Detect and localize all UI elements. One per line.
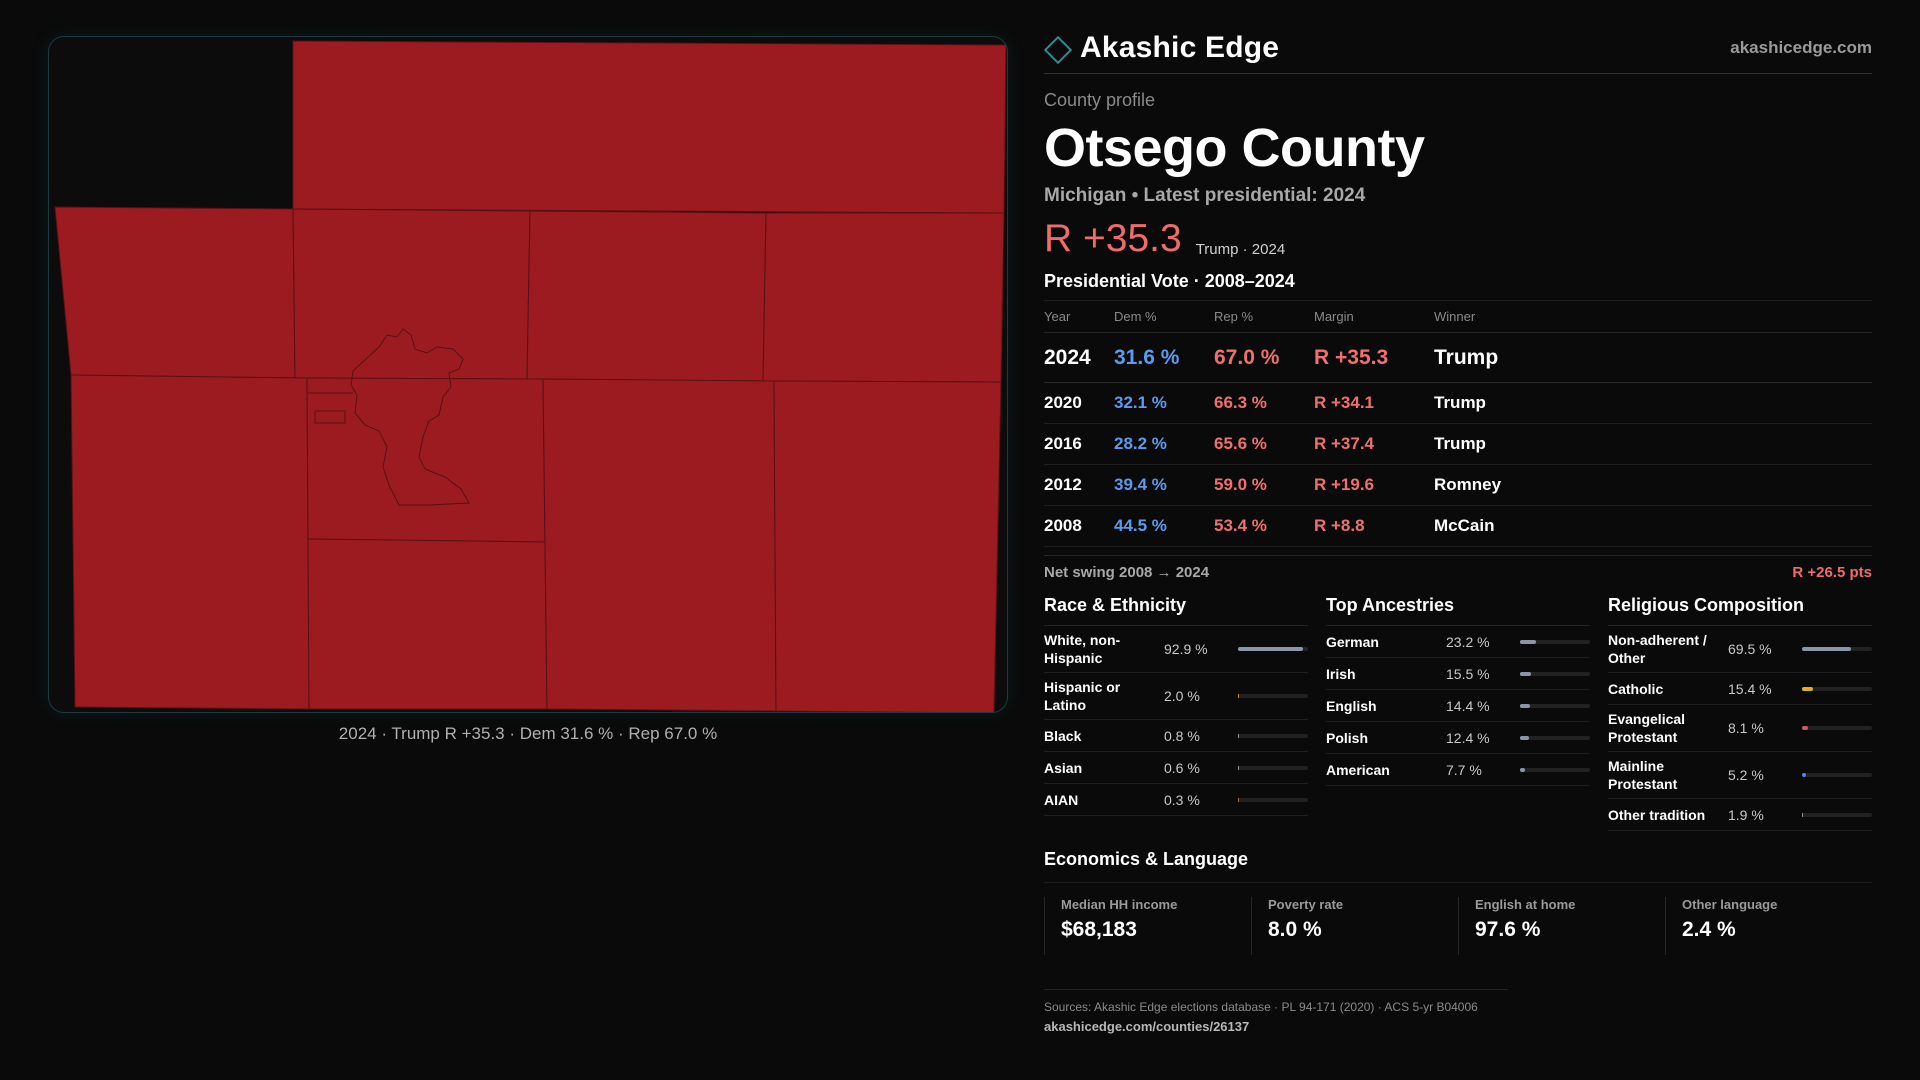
religion-section-title: Religious Composition [1608,595,1872,626]
economics-section-title: Economics & Language [1044,849,1249,869]
page-title: Otsego County [1044,118,1425,178]
sources-footer [1044,989,1508,1034]
ancestry-label: Polish [1326,729,1369,746]
ancestry-value: 14.4 % [1446,697,1490,714]
stat-value: 97.6 % [1475,918,1541,941]
race-bar-fill [1238,734,1239,738]
table-header-row [1044,301,1872,333]
list-item [1044,752,1308,784]
map-region-center-east[interactable] [527,211,766,381]
list-item [1326,626,1590,658]
religion-label: Non-adherent / Other [1608,632,1707,666]
race-ethnicity-section [1044,595,1308,831]
ancestry-bar-fill [1520,704,1530,708]
table-row[interactable] [1044,506,1872,547]
cell-margin: R +34.1 [1314,383,1434,424]
ancestry-label: American [1326,761,1390,778]
table-row[interactable] [1044,383,1872,424]
economics-stats [1044,882,1872,955]
vote-history-table [1044,300,1872,547]
list-item [1326,754,1590,786]
cell-winner: McCain [1434,506,1872,547]
headline-margin: R +35.3 [1044,217,1182,260]
ancestry-bar-fill [1520,768,1525,772]
religion-bar [1802,687,1872,691]
list-item [1608,673,1872,705]
cell-rep: 65.6 % [1214,424,1314,465]
race-label: Asian [1044,759,1083,776]
race-bar [1238,766,1308,770]
ancestry-value: 23.2 % [1446,633,1490,650]
religion-bar-fill [1802,726,1808,730]
stat-value: 2.4 % [1682,918,1736,941]
stat-label: English at home [1475,897,1576,912]
religion-bar [1802,726,1872,730]
religion-label: Evangelical Protestant [1608,711,1686,745]
cell-margin: R +19.6 [1314,465,1434,506]
diamond-logo-icon [1044,35,1072,63]
headline-note: Trump · 2024 [1195,241,1286,258]
race-bar [1238,734,1308,738]
source-url-link[interactable]: akashicedge.com/counties/26137 [1044,1019,1250,1034]
col-header-rep: Rep % [1214,301,1314,333]
list-item [1608,705,1872,752]
race-section-title: Race & Ethnicity [1044,595,1308,626]
cell-winner: Trump [1434,424,1872,465]
list-item [1044,720,1308,752]
race-bar-fill [1238,647,1303,651]
stat-label: Median HH income [1061,897,1178,912]
cell-dem: 44.5 % [1114,506,1214,547]
ancestry-bar-fill [1520,736,1529,740]
map-region-south[interactable] [308,539,547,709]
net-swing [1044,555,1872,581]
cell-dem: 39.4 % [1114,465,1214,506]
map-region-north[interactable] [293,41,1006,213]
ancestry-bar-fill [1520,640,1536,644]
map-region-otsego[interactable] [307,378,545,542]
ancestry-bar-fill [1520,672,1531,676]
race-value: 0.8 % [1164,727,1200,744]
list-item [1044,673,1308,720]
stat-other-language [1665,897,1872,955]
religion-bar [1802,647,1872,651]
race-value: 92.9 % [1164,641,1208,657]
cell-year: 2012 [1044,465,1114,506]
race-bar [1238,647,1308,651]
race-bar-fill [1238,766,1239,770]
religion-bar-fill [1802,813,1803,817]
list-item [1326,722,1590,754]
sources-text: Sources: Akashic Edge elections database · PL 94-171 (2020) · ACS 5-yr B04006 [1044,1000,1478,1014]
page-subtitle: Michigan • Latest presidential: 2024 [1044,185,1366,206]
stat-label: Poverty rate [1268,897,1344,912]
cell-rep: 53.4 % [1214,506,1314,547]
stat-poverty-rate [1251,897,1458,955]
religion-section [1608,595,1872,831]
race-value: 0.6 % [1164,759,1200,776]
religion-bar-fill [1802,773,1806,777]
cell-winner: Trump [1434,333,1872,383]
ancestry-bar [1520,768,1590,772]
ancestry-value: 15.5 % [1446,665,1490,682]
cell-dem: 31.6 % [1114,333,1214,383]
ancestry-label: English [1326,697,1377,714]
cell-year: 2020 [1044,383,1114,424]
race-label: Black [1044,727,1082,744]
ancestry-value: 12.4 % [1446,729,1490,746]
brand-header [1044,28,1872,74]
cell-rep: 67.0 % [1214,333,1314,383]
list-item [1326,658,1590,690]
brand-url-link[interactable]: akashicedge.com [1730,37,1872,57]
map-region-east[interactable] [763,213,1004,382]
county-map[interactable] [48,36,1008,713]
cell-margin: R +8.8 [1314,506,1434,547]
religion-bar [1802,773,1872,777]
ancestry-value: 7.7 % [1446,761,1482,778]
race-label: White, non-Hispanic [1044,632,1121,666]
col-header-year: Year [1044,301,1114,333]
col-header-margin: Margin [1314,301,1434,333]
cell-year: 2016 [1044,424,1114,465]
stat-label: Other language [1682,897,1778,912]
cell-winner: Trump [1434,383,1872,424]
race-bar-fill [1238,694,1239,698]
ancestry-bar [1520,672,1590,676]
col-header-winner: Winner [1434,301,1872,333]
list-item [1608,752,1872,799]
race-value: 0.3 % [1164,791,1200,808]
map-region-center-west[interactable] [293,209,530,379]
stat-english-at-home [1458,897,1665,955]
county-profile-panel [1044,28,1872,1034]
demographics-grid [1044,595,1872,831]
county-map-svg [49,37,1008,713]
race-bar [1238,798,1308,802]
brand[interactable] [1044,31,1279,65]
cell-dem: 32.1 % [1114,383,1214,424]
cell-rep: 66.3 % [1214,383,1314,424]
race-label: Hispanic or Latino [1044,679,1121,713]
religion-bar-fill [1802,647,1851,651]
religion-label: Mainline Protestant [1608,758,1678,792]
net-swing-label: Net swing 2008 → 2024 [1044,564,1210,581]
list-item [1326,690,1590,722]
vote-section-title: Presidential Vote · 2008–2024 [1044,271,1295,291]
cell-winner: Romney [1434,465,1872,506]
ancestry-section [1326,595,1590,831]
stat-value: $68,183 [1061,918,1137,941]
race-bar-fill [1238,798,1239,802]
religion-value: 8.1 % [1728,720,1764,736]
map-region-west[interactable] [55,207,295,378]
map-region-far-east[interactable] [774,381,1001,713]
cell-dem: 28.2 % [1114,424,1214,465]
list-item [1608,799,1872,831]
cell-year: 2008 [1044,506,1114,547]
cell-year: 2024 [1044,333,1114,383]
race-label: AIAN [1044,791,1079,808]
cell-margin: R +35.3 [1314,333,1434,383]
list-item [1608,626,1872,673]
brand-name: Akashic Edge [1080,30,1280,64]
religion-bar-fill [1802,687,1813,691]
list-item [1044,784,1308,816]
map-region-southwest[interactable] [71,375,309,709]
headline-result [1044,217,1872,261]
table-row[interactable] [1044,424,1872,465]
ancestry-bar [1520,640,1590,644]
race-value: 2.0 % [1164,688,1200,704]
table-row[interactable] [1044,465,1872,506]
table-row[interactable] [1044,333,1872,383]
col-header-dem: Dem % [1114,301,1214,333]
ancestry-bar [1520,704,1590,708]
ancestry-section-title: Top Ancestries [1326,595,1590,626]
stat-value: 8.0 % [1268,918,1322,941]
religion-value: 1.9 % [1728,806,1764,823]
religion-bar [1802,813,1872,817]
race-bar [1238,694,1308,698]
eyebrow-label: County profile [1044,90,1156,110]
religion-label: Other tradition [1608,806,1706,823]
cell-rep: 59.0 % [1214,465,1314,506]
ancestry-label: Irish [1326,665,1356,682]
list-item [1044,626,1308,673]
map-caption: 2024 · Trump R +35.3 · Dem 31.6 % · Rep 67.0 % [338,724,718,743]
ancestry-bar [1520,736,1590,740]
religion-value: 15.4 % [1728,680,1772,697]
religion-value: 69.5 % [1728,641,1772,657]
cell-margin: R +37.4 [1314,424,1434,465]
map-region-southeast[interactable] [543,379,776,711]
net-swing-value: R +26.5 pts [1792,564,1872,581]
ancestry-label: German [1326,633,1379,650]
religion-value: 5.2 % [1728,767,1764,783]
religion-label: Catholic [1608,680,1664,697]
stat-median-income [1044,897,1251,955]
